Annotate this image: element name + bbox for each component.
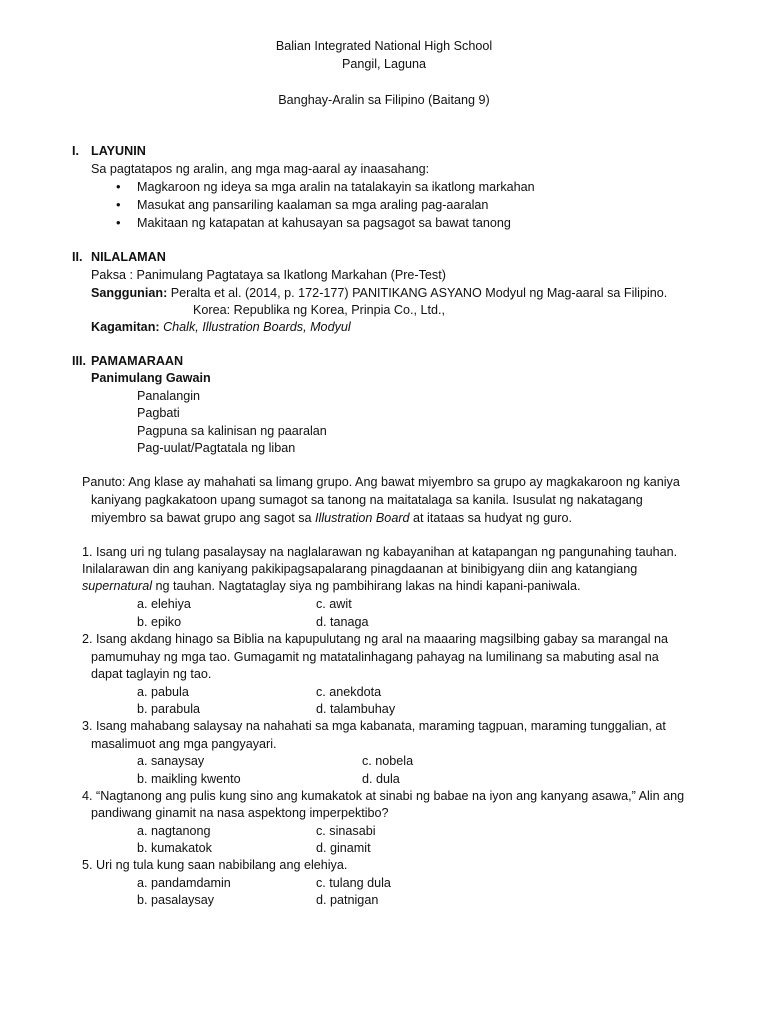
question-text: ng tauhan. Nagtataglay siya ng pambihirang lakas na hindi kapani-paniwala.: [152, 579, 581, 593]
sanggunian-text: Peralta et al. (2014, p. 172-177) PANITIKANG ASYANO Modyul ng Mag-aaral sa Filipino.: [170, 286, 668, 300]
choice: c. anekdota: [316, 685, 382, 699]
layunin-bullet: Masukat ang pansariling kaalaman sa mga araling pag-aaralan: [137, 198, 489, 212]
choice: d. patnigan: [316, 893, 379, 907]
document-title: Banghay-Aralin sa Filipino (Baitang 9): [278, 93, 490, 107]
panuto-line: Panuto: Ang klase ay mahahati sa limang grupo. Ang bawat miyembro sa grupo ay magkakaroon ng kaniya: [82, 475, 680, 489]
question-line: 2. Isang akdang hinago sa Biblia na kapupulutang ng aral na maaaring magsilbing gabay sa marangal na: [82, 632, 669, 646]
gawain-item: Pagbati: [137, 406, 180, 420]
section-heading-nilalaman: NILALAMAN: [91, 250, 166, 264]
choice: b. epiko: [137, 615, 182, 629]
choice: c. nobela: [362, 754, 414, 768]
bullet-icon: •: [116, 197, 121, 212]
choice: a. pandamdamin: [137, 876, 231, 890]
choice: d. tanaga: [316, 615, 369, 629]
sanggunian-continuation: Korea: Republika ng Korea, Prinpia Co., Ltd.,: [193, 303, 446, 317]
kagamitan-label: Kagamitan:: [91, 320, 160, 334]
gawain-item: Pagpuna sa kalinisan ng paaralan: [137, 424, 327, 438]
bullet-icon: •: [116, 215, 121, 230]
section-heading-layunin: LAYUNIN: [91, 144, 146, 158]
panuto-text: miyembro sa bawat grupo ang sagot sa: [91, 511, 316, 525]
question-line: dapat taglayin ng tao.: [91, 667, 212, 681]
choice: b. pasalaysay: [137, 893, 215, 907]
choice: a. nagtanong: [137, 824, 211, 838]
section-heading-pamamaraan: PAMAMARAAN: [91, 354, 184, 368]
sanggunian-label: Sanggunian:: [91, 286, 168, 300]
sub-heading-panimulang-gawain: Panimulang Gawain: [91, 371, 211, 385]
question-line: 4. “Nagtanong ang pulis kung sino ang kumakatok at sinabi ng babae na iyon ang kanyang asawa,” Alin ang: [82, 789, 685, 803]
school-location: Pangil, Laguna: [341, 57, 427, 71]
choice: c. sinasabi: [316, 824, 376, 838]
gawain-item: Panalangin: [137, 389, 201, 403]
choice: c. awit: [316, 597, 352, 611]
choice: b. kumakatok: [137, 841, 212, 855]
choice: a. elehiya: [137, 597, 191, 611]
question-line: Inilalarawan din ang kaniyang pakikipagsapalarang pinagdaanan at binibigyang diin ang katangiang: [82, 562, 638, 576]
section-numeral-layunin: I.: [72, 144, 79, 158]
question-line: 1. Isang uri ng tulang pasalaysay na naglalarawan ng kabayanihan at katapangan ng pangunahing tauhan.: [82, 545, 678, 559]
panuto-italic: Illustration Board: [315, 511, 410, 525]
choice: c. tulang dula: [316, 876, 391, 890]
nilalaman-kagamitan: [91, 319, 351, 335]
question-line: pandiwang ginamit na nasa aspektong imperpektibo?: [91, 806, 389, 820]
question-line: masalimuot ang mga pangyayari.: [91, 737, 277, 751]
section-numeral-pamamaraan: III.: [72, 354, 86, 368]
panuto-line: kaniyang pagkakatoon upang sumagot sa tanong na maitatalaga sa kanila. Isusulat ng nakatagang: [91, 493, 643, 507]
panuto-text: at itataas sa hudyat ng guro.: [409, 511, 572, 525]
layunin-bullet: Magkaroon ng ideya sa mga aralin na tatalakayin sa ikatlong markahan: [137, 180, 535, 194]
gawain-item: Pag-uulat/Pagtatala ng liban: [137, 441, 296, 455]
layunin-intro: Sa pagtatapos ng aralin, ang mga mag-aaral ay inaasahang:: [91, 162, 430, 176]
nilalaman-paksa: Paksa : Panimulang Pagtataya sa Ikatlong Markahan (Pre-Test): [91, 268, 446, 282]
question-line: 3. Isang mahabang salaysay na nahahati sa mga kabanata, maraming tagpuan, maraming tunggalian, at: [82, 719, 666, 733]
kagamitan-text: Chalk, Illustration Boards, Modyul: [163, 320, 351, 334]
question-line: 5. Uri ng tula kung saan nabibilang ang elehiya.: [82, 858, 348, 872]
layunin-bullet: Makitaan ng katapatan at kahusayan sa pagsagot sa bawat tanong: [137, 216, 511, 230]
choice: d. talambuhay: [316, 702, 396, 716]
question-line: pamumuhay ng mga tao. Gumagamit ng matatalinhagang pahayag na lumilinang sa mabuting asal na: [91, 650, 659, 664]
choice: d. dula: [362, 772, 400, 786]
nilalaman-sanggunian: [91, 285, 667, 301]
choice: a. pabula: [137, 685, 189, 699]
choice: b. maikling kwento: [137, 772, 241, 786]
choice: a. sanaysay: [137, 754, 205, 768]
section-numeral-nilalaman: II.: [72, 250, 83, 264]
question-italic: supernatural: [82, 579, 153, 593]
bullet-icon: •: [116, 179, 121, 194]
question-line: [82, 578, 581, 594]
choice: b. parabula: [137, 702, 201, 716]
panuto-line: [91, 510, 572, 526]
school-name: Balian Integrated National High School: [275, 39, 493, 53]
choice: d. ginamit: [316, 841, 371, 855]
